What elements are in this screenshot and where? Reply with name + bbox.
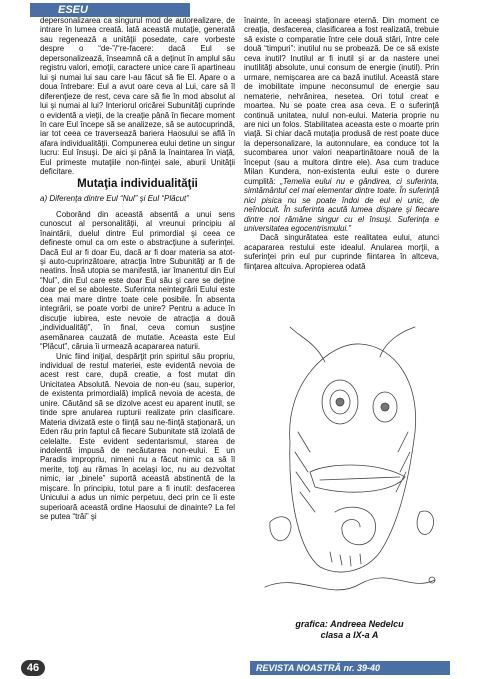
body-paragraph-1: Coborând din această absentă a unui sens cunoscut al personalităţii, al vreunui principiu al înaintării, duelul dintre Eul primordial şi ceea ce defineste omul ca om este o abstracţiune a suferinţei. Dacă Eul ar fi doar Eu, dacă ar fi doar materia sa atot- şi auto-cuprinzătoare, atracţia între Subunităţi ar fi de neatins. Însă utopia se manifestă, iar îmanentul din Eul “Nul”, din Eul care este doar Eul său şi care se deţine doar pe el se aboleste. Suferinta neintegrării Eului este cea mai mare dintre toate cele posibile. În absenta integrării, se poate vorbi de unire? Pentru a aduce în discuţie iubirea, este nevoie de atracţia a două „individualităţi”, în final, ceva comun susţine asemănarea cauzată de mutatie. Aceasta este Eul “Plăcut”, căruia îi urmează acapararea naturii. — [40, 209, 235, 352]
caption-class: clasa a IX-a A — [320, 630, 379, 640]
body-paragraph-3-text: înainte, în aceeaşi staţionare eternă. Din moment ce creaţia, desfacerea, clasificarea a fost realizată, trebuie să existe o comparatie între cele două stări, între cele două “timpuri”: inutilul nu se probează. De ce să existe ceva inutil? Inutilul ar fi inutil şi ar da nastere unei inutilităţi absolute, unui consum de energie (inutil). Prin urmare, nemişcarea are ca bază inutilul. Această stare de imobilitate impune neconsumul de energie sau nematerie, nehrănirea, nesetea. Ori totul creat e moartea. Nu se poate crea asa ceva. E o suferinţă continuă unitatea, nulul non-eului. Materia proprie nu are nici un folos. Stabilitatea aceasta este o moarte prin viaţă. Si chiar dacă mutaţia produsă de rest poate duce la depersonalizare, la autonnulare, ea conduce tot la sucombarea unor valori neapartinătoare nouă de la început (sau a multora dintre ele). Asa cum traduce Milan Kundera, non-existenta eului este o durere cumplită: — [244, 16, 439, 186]
article-heading: Mutaţia individualităţii — [77, 177, 198, 190]
kundera-quote: „Temelia eului nu e gândirea, ci suferinta, simtământul cel mai elementar dintre toate. În suferinţă nici pisica nu se poate îndoi de eul ei unic, de neînlocuit. În suferinta acută lumea dispare şi fiecare dintre noi rămâne singur cu el însuşi. Suferinţa e universitatea egocentrismului.” — [244, 176, 439, 233]
right-column — [244, 16, 439, 271]
pencil-drawing — [260, 322, 440, 612]
body-paragraph-2: Unic fiind iniţial, despărţit prin spiritul său propriu, individual de restul materiei, este evidentă nevoia de acest rest care, după creatie, a fost mutat din Unicitatea Absolută. Nevoia de non-eu (sau, superior, de existenta primordială) implică nevoia de acesta, de unire. Căutând să se dizolve acest eu aparent inutil, se tinde spre anularea rupturii realizate prin clasificare. Materia divizată este o fiinţă sau ne-fiinţă staţionară, un Eden rău prin faptul că fiecare Subunitate stă izolată de celelalte. Este evident sedentarismul, starea de indolentă impusă de necăutarea non-eului. E un Paradis impropriu, nimeni nu a făcut nimic ca să îl merite, toţi au rămas în acelaşi loc, nu au dezvoltat nimic, iar „binele” suportă această abstinentă de la mişcare. În principiu, totul pare a fi inutil: desfacerea Unicului a adus un nimic perpetuu, deci prin ce îi este superioară această ordine Haosului de dinainte? La fel se putea “trăi” şi — [40, 351, 235, 522]
body-paragraph-3 — [244, 16, 439, 233]
page-number: 46 — [21, 660, 45, 676]
intro-paragraph: depersonalizarea ca singurul mod de autorealizare, de intrare în lumea creată. Iată această mutaţie, generată sau regenează a unităţii posedate, care vorbeste despre o “de-”/“re-facere: dacă Eul se depersonalizează, înseamnă că a deţinut în amplul său registru valori, emoţii, caractere unice care îi apartineau lui şi numai lui sau care l-au făcut să fie El. Apare o a doua întrebare: Eul a avut oare ceva al Lui, care să îl diferenţieze de rest, ceva care să fie în mod absolut al lui şi numai al lui? Interiorul oricărei Subunităţi cuprinde o evidentă a vieţii, de la creaţie până în fiecare moment în care Eul începe să se analizeze, să se autocuprindă, iar tot ceea ce traversează bariera Haosului se află în afara individualităţii. Compunerea eului detine un singur lucru: Eul însuşi. De aici şi până la înaintarea în viaţă, Eul primeste mutaţiile non-fiinţei sale, aburii Unităţii deficitare. — [40, 16, 235, 177]
caption-author: grafica: Andreea Nedelcu — [295, 619, 404, 629]
artwork-caption — [262, 619, 437, 641]
article-subheading: a) Diferenţa dintre Eul “Nul” şi Eul “Plăcut” — [40, 193, 189, 203]
left-column — [40, 16, 235, 522]
magazine-name: REVISTA NOASTRĂ nr. 39-40 — [250, 661, 450, 675]
section-label: ESEU — [30, 3, 190, 17]
body-paragraph-4: Dacă singurătatea este realitatea eului, atunci acapararea restului este idealul. Anularea morţii, a suferinţei prin eul pur cuprinde fiintarea în altceva, fiinţarea altcuiva. Apropierea odată — [244, 233, 439, 271]
